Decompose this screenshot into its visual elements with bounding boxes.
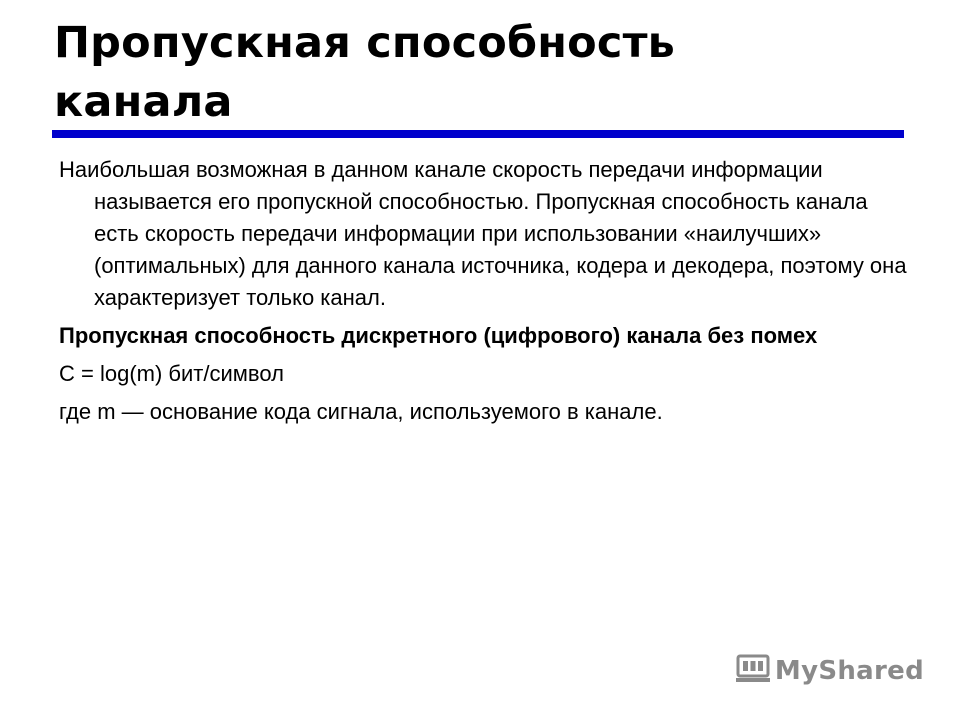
slide-title [54,14,914,132]
myshared-brand-text: MyShared [774,656,924,686]
capacity-formula: C = log(m) бит/символ [59,361,284,386]
slide-title-line-1: Пропускная способность [54,18,676,68]
intro-paragraph: Наибольшая возможная в данном канале скорость передачи информации называется его пропускной способностью. Пропускная способность канала есть скорость передачи информации при использовании «наилучших» (оптимальных) для данного канала источника, кодера и декодера, поэтому она характеризует только канал. [59,157,907,310]
myshared-logo-icon [735,654,771,689]
slide-title-line-2: канала [54,77,233,127]
section-heading: Пропускная способность дискретного (цифрового) канала без помех [59,323,818,348]
slide-body [59,154,909,428]
formula-note: где m — основание кода сигнала, используемого в канале. [59,399,663,424]
myshared-watermark [735,654,924,688]
title-underline-bar [52,130,904,138]
